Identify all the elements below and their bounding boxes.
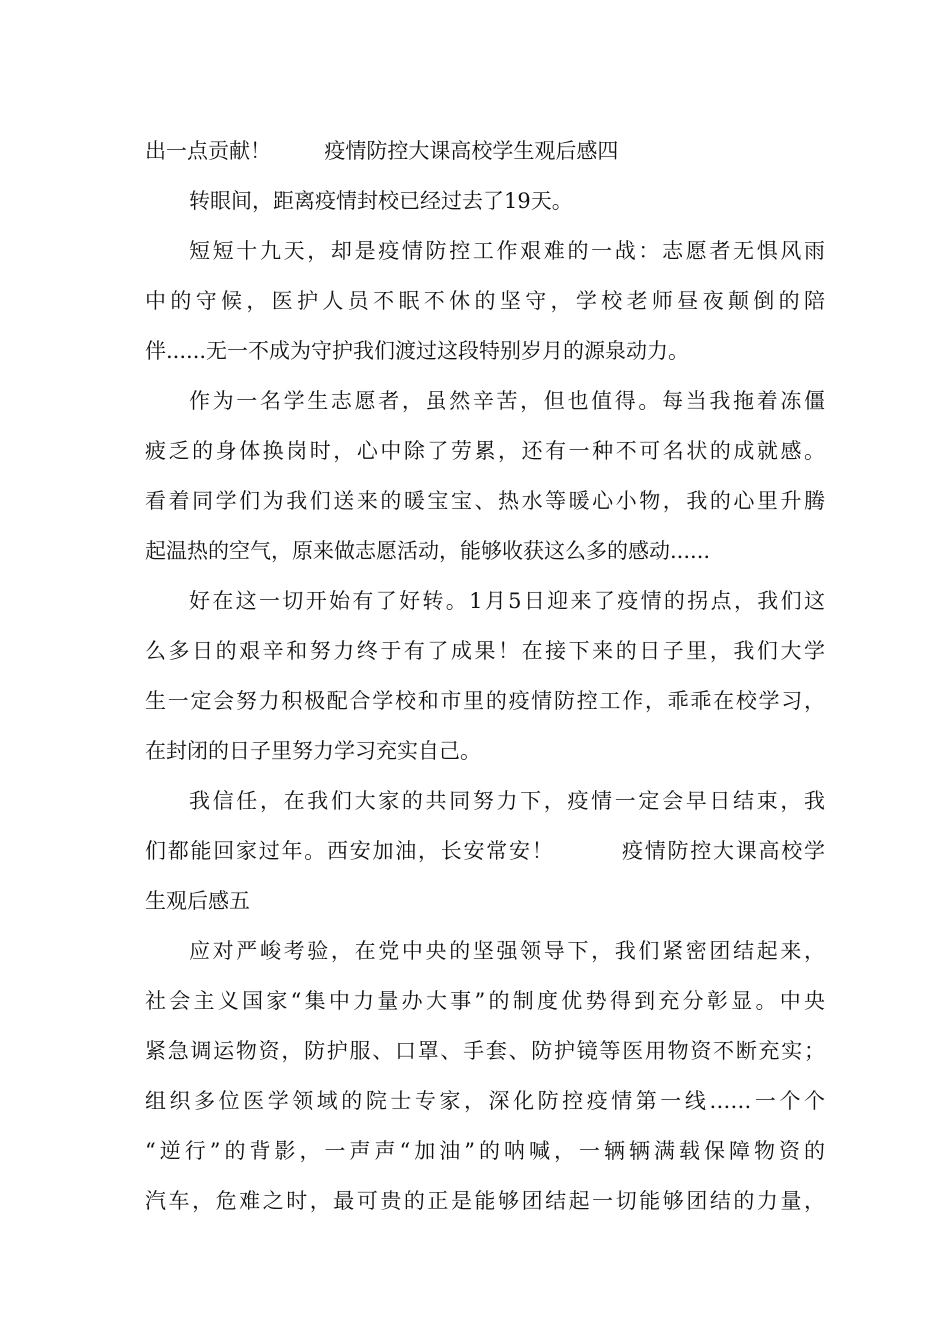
text-line: 出一点贡献！ 疫情防控大课高校学生观后感四 [145, 139, 619, 163]
text-line: 疲乏的身体换岗时，心中除了劳累，还有一种不可名状的成就感。 [145, 439, 825, 463]
text-line: 看着同学们为我们送来的暖宝宝、热水等暖心小物，我的心里升腾 [145, 489, 825, 513]
text-line: 伴......无一不成为守护我们渡过这段特别岁月的源泉动力。 [145, 339, 690, 363]
document-body [145, 126, 825, 1226]
text-line: 短短十九天，却是疫情防控工作艰难的一战：志愿者无惧风雨 [189, 239, 825, 263]
text-line: 生观后感五 [145, 889, 250, 913]
text-line: 组织多位医学领域的院士专家，深化防控疫情第一线……一个个 [145, 1089, 825, 1113]
text-line: 好在这一切开始有了好转。1月5日迎来了疫情的拐点，我们这 [189, 589, 825, 613]
text-line: 么多日的艰辛和努力终于有了成果！在接下来的日子里，我们大学 [145, 639, 825, 663]
text-line: 起温热的空气，原来做志愿活动，能够收获这么多的感动...... [145, 539, 711, 563]
text-line: 应对严峻考验，在党中央的坚强领导下，我们紧密团结起来， [189, 939, 825, 963]
text-line: 汽车，危难之时，最可贵的正是能够团结起一切能够团结的力量， [145, 1189, 825, 1213]
text-line: 生一定会努力积极配合学校和市里的疫情防控工作，乖乖在校学习， [145, 689, 825, 713]
text-line: 中的守候，医护人员不眠不休的坚守，学校老师昼夜颠倒的陪 [145, 289, 825, 313]
text-line: 作为一名学生志愿者，虽然辛苦，但也值得。每当我拖着冻僵 [189, 389, 825, 413]
text-line: 们都能回家过年。西安加油，长安常安！ 疫情防控大课高校学 [145, 839, 825, 863]
text-line: 我信任，在我们大家的共同努力下，疫情一定会早日结束，我 [189, 789, 825, 813]
text-line: 转眼间，距离疫情封校已经过去了19天。 [189, 189, 573, 213]
text-line: 社会主义国家“集中力量办大事”的制度优势得到充分彰显。中央 [145, 989, 825, 1013]
text-line: 紧急调运物资，防护服、口罩、手套、防护镜等医用物资不断充实； [145, 1039, 825, 1063]
text-line: 在封闭的日子里努力学习充实自己。 [145, 739, 481, 763]
text-line: “逆行”的背影，一声声“加油”的呐喊，一辆辆满载保障物资的 [145, 1139, 825, 1163]
